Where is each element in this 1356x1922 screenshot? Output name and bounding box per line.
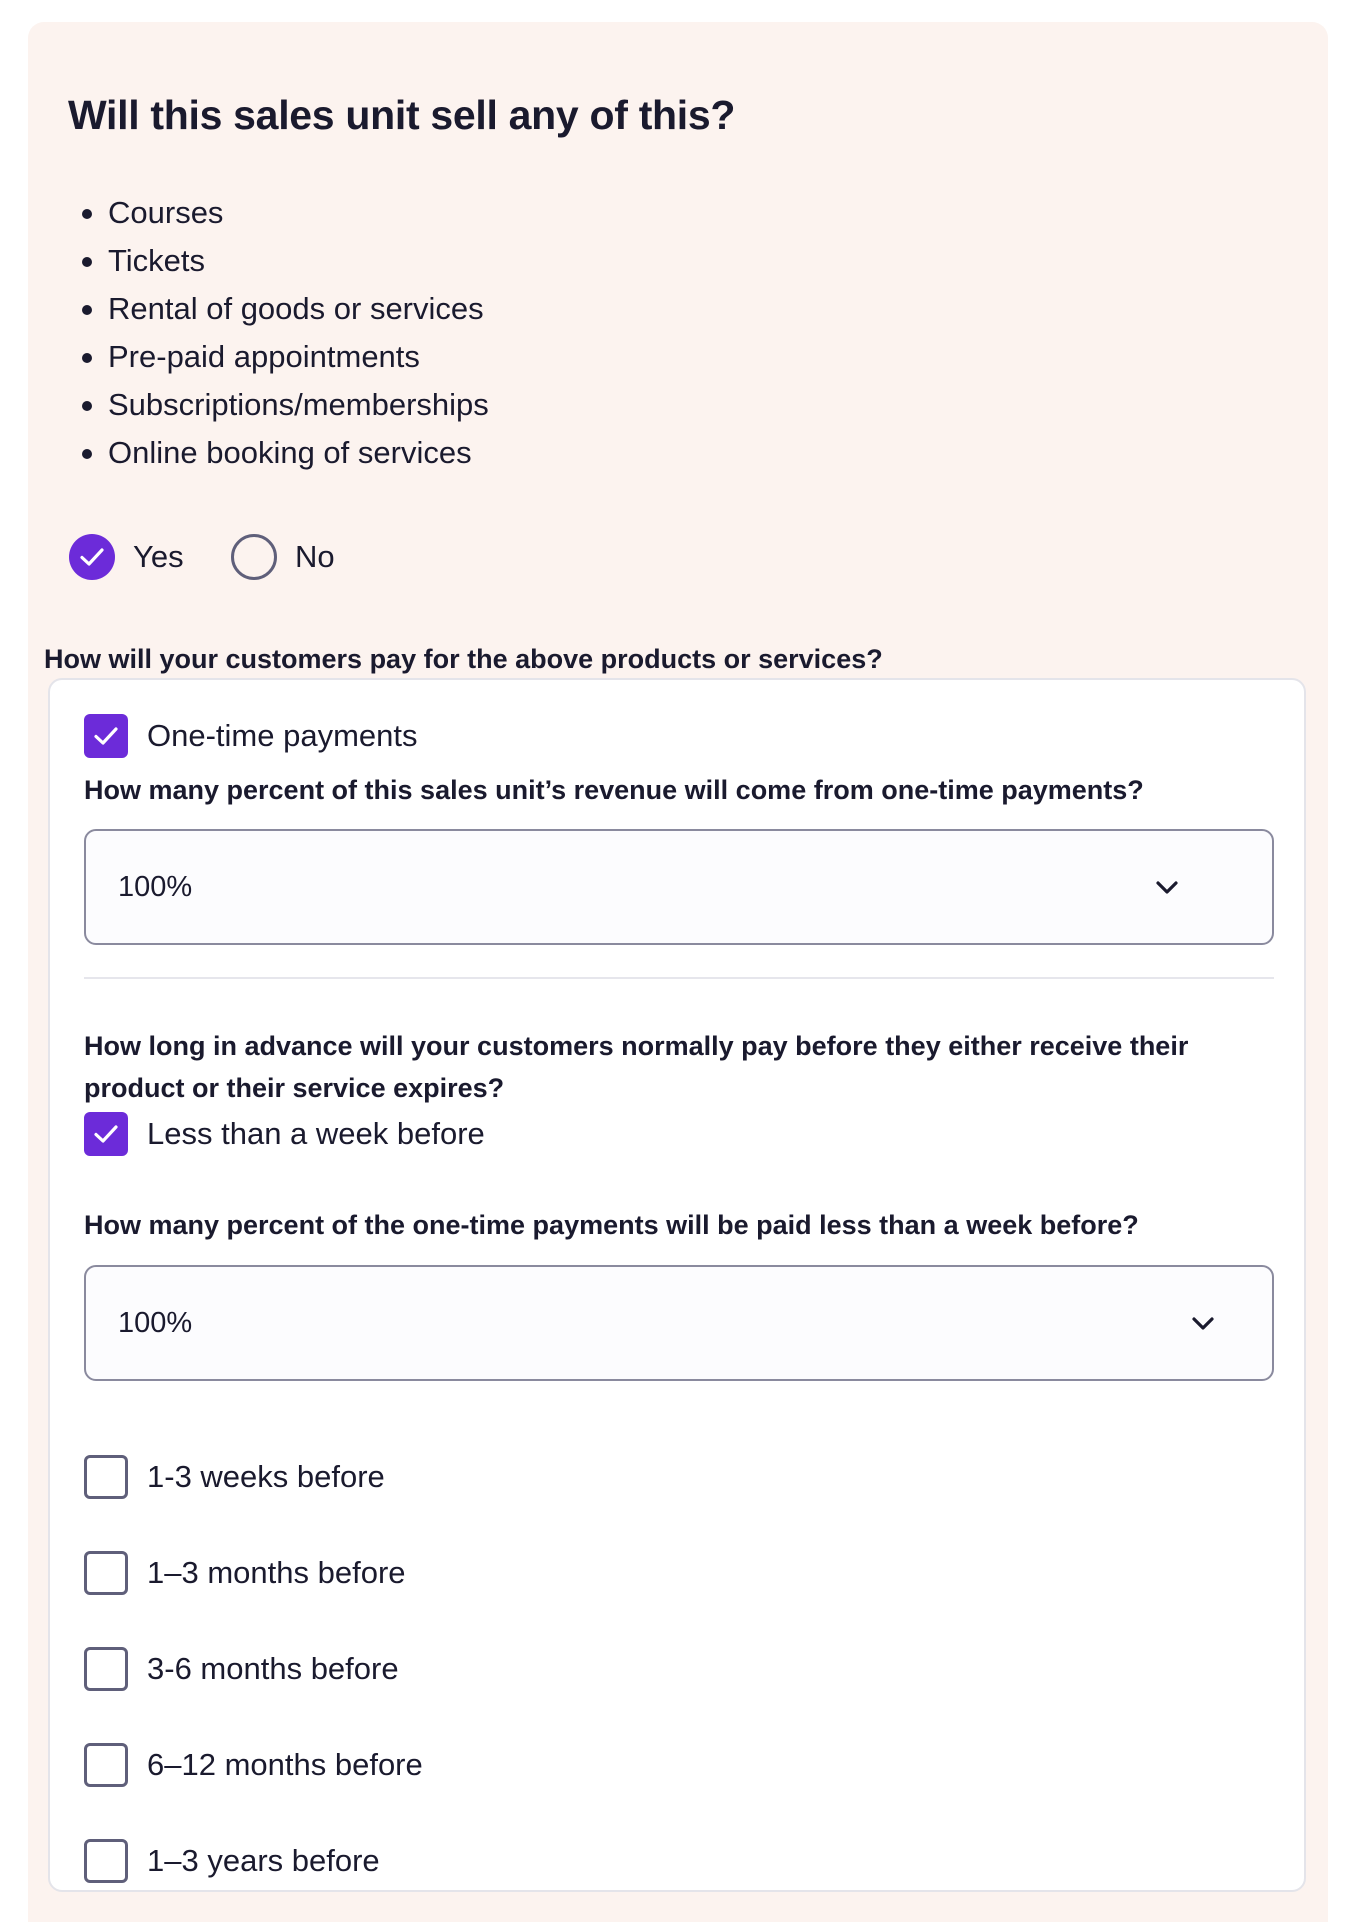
payment-options-panel	[48, 678, 1306, 1892]
checkbox-label: Less than a week before	[147, 1116, 485, 1151]
checkbox-unchecked-icon	[84, 1839, 128, 1883]
checkbox-unchecked-icon	[84, 1455, 128, 1499]
checkbox-unchecked-icon	[84, 1743, 128, 1787]
radio-checked-icon	[69, 534, 115, 580]
week-percent-select[interactable]	[84, 1265, 1274, 1381]
advance-payment-question: How long in advance will your customers normally pay before they either receive their product or their service expires?	[84, 1031, 1189, 1103]
list-item: Pre-paid appointments	[68, 333, 489, 381]
chevron-down-icon	[1152, 872, 1182, 902]
checkbox-label: 6–12 months before	[147, 1747, 423, 1782]
checkbox-checked-icon	[84, 714, 128, 758]
checkmark-icon	[91, 721, 121, 751]
checkmark-icon	[77, 542, 107, 572]
option-1-3-years-checkbox[interactable]	[84, 1838, 380, 1884]
checkbox-checked-icon	[84, 1112, 128, 1156]
payment-method-question: How will your customers pay for the above products or services?	[44, 644, 883, 674]
select-value: 100%	[118, 1307, 193, 1339]
radio-no-label: No	[295, 539, 335, 574]
product-list	[68, 189, 489, 477]
radio-no[interactable]	[231, 534, 335, 580]
revenue-percent-select[interactable]	[84, 829, 1274, 945]
checkbox-label: 1-3 weeks before	[147, 1459, 385, 1494]
sales-unit-card	[28, 22, 1328, 1922]
list-item: Tickets	[68, 237, 489, 285]
checkbox-unchecked-icon	[84, 1647, 128, 1691]
checkbox-label: One-time payments	[147, 718, 418, 753]
one-time-payments-checkbox[interactable]	[84, 713, 418, 759]
list-item: Rental of goods or services	[68, 285, 489, 333]
radio-yes-label: Yes	[133, 539, 184, 574]
chevron-down-icon	[1188, 1308, 1218, 1338]
checkbox-unchecked-icon	[84, 1551, 128, 1595]
radio-yes[interactable]	[69, 534, 184, 580]
list-item: Subscriptions/memberships	[68, 381, 489, 429]
select-value: 100%	[118, 871, 193, 903]
checkbox-label: 1–3 years before	[147, 1843, 380, 1878]
option-1-3-months-checkbox[interactable]	[84, 1550, 406, 1596]
week-percent-question: How many percent of the one-time payments will be paid less than a week before?	[84, 1210, 1139, 1240]
checkbox-label: 1–3 months before	[147, 1555, 406, 1590]
less-than-week-checkbox[interactable]	[84, 1111, 485, 1157]
list-item: Online booking of services	[68, 429, 489, 477]
list-item: Courses	[68, 189, 489, 237]
checkbox-label: 3-6 months before	[147, 1651, 399, 1686]
radio-unchecked-icon	[231, 534, 277, 580]
checkmark-icon	[91, 1119, 121, 1149]
revenue-percent-question: How many percent of this sales unit’s revenue will come from one-time payments?	[84, 775, 1144, 805]
divider	[84, 977, 1274, 979]
option-6-12-months-checkbox[interactable]	[84, 1742, 423, 1788]
option-3-6-months-checkbox[interactable]	[84, 1646, 399, 1692]
section-title: Will this sales unit sell any of this?	[68, 92, 736, 138]
option-1-3-weeks-checkbox[interactable]	[84, 1454, 385, 1500]
